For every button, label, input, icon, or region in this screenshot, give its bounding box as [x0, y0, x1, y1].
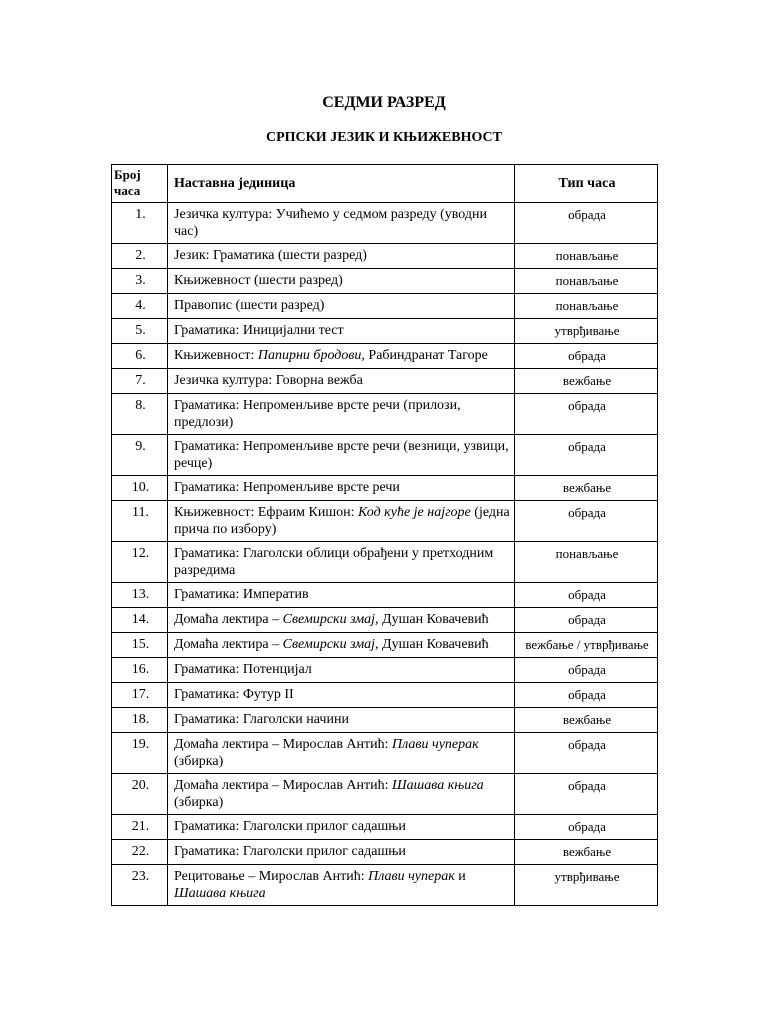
lesson-number: 20. — [112, 774, 168, 815]
page-title: СЕДМИ РАЗРЕД — [322, 94, 446, 111]
lesson-unit-text: Књижевност: — [174, 348, 258, 363]
lesson-unit — [168, 344, 515, 369]
header-unit: Наставна јединица — [168, 165, 515, 203]
lesson-unit-text: Језичка култура: Говорна вежба — [174, 373, 363, 388]
lesson-plan-table — [111, 164, 658, 906]
table-row — [112, 633, 658, 658]
lesson-type: обрада — [515, 203, 658, 244]
lesson-type: вежбање — [515, 840, 658, 865]
lesson-unit — [168, 708, 515, 733]
lesson-type: утврђивање — [515, 865, 658, 906]
table-row — [112, 774, 658, 815]
lesson-unit-text: Граматика: Потенцијал — [174, 662, 312, 677]
lesson-title-italic: Свемирски змај, — [282, 612, 379, 627]
table-row — [112, 815, 658, 840]
lesson-type: обрада — [515, 774, 658, 815]
lesson-type: вежбање — [515, 476, 658, 501]
lesson-title-italic: Свемирски змај, — [282, 637, 379, 652]
table-row — [112, 203, 658, 244]
lesson-title-italic: Шашава књига — [174, 886, 266, 901]
lesson-unit — [168, 815, 515, 840]
lesson-title-italic: Код куће је најгоре — [358, 505, 471, 520]
lesson-number: 23. — [112, 865, 168, 906]
lesson-unit-text: и — [454, 869, 466, 884]
lesson-unit — [168, 319, 515, 344]
lesson-unit-text: Граматика: Непроменљиве врсте речи — [174, 480, 400, 495]
table-header-row — [112, 165, 658, 203]
table-row — [112, 369, 658, 394]
table-body — [112, 203, 658, 906]
lesson-unit-text: Језик: Граматика (шести разред) — [174, 248, 367, 263]
lesson-unit — [168, 683, 515, 708]
table-row — [112, 344, 658, 369]
lesson-unit-text: Рабиндранат Тагоре — [364, 348, 488, 363]
table-row — [112, 501, 658, 542]
lesson-unit — [168, 608, 515, 633]
lesson-unit-text: Душан Ковачевић — [378, 612, 489, 627]
lesson-type: обрада — [515, 815, 658, 840]
lesson-type: утврђивање — [515, 319, 658, 344]
lesson-type: понављање — [515, 269, 658, 294]
lesson-unit-text: Домаћа лектира – Мирослав Антић: — [174, 737, 393, 752]
table-row — [112, 294, 658, 319]
lesson-unit — [168, 476, 515, 501]
lesson-unit-text: Душан Ковачевић — [378, 637, 489, 652]
lesson-unit — [168, 394, 515, 435]
lesson-title-italic: Папирни бродови, — [257, 348, 365, 363]
lesson-title-italic: Шашава књига — [392, 778, 484, 793]
lesson-unit-text: Граматика: Глаголски прилог садашњи — [174, 844, 406, 859]
lesson-number: 1. — [112, 203, 168, 244]
lesson-type: понављање — [515, 244, 658, 269]
table-row — [112, 542, 658, 583]
lesson-unit-text: (збирка) — [174, 795, 224, 810]
lesson-unit — [168, 542, 515, 583]
lesson-unit-text: Граматика: Иницијални тест — [174, 323, 344, 338]
lesson-number: 17. — [112, 683, 168, 708]
table-row — [112, 435, 658, 476]
lesson-number: 22. — [112, 840, 168, 865]
table-row — [112, 269, 658, 294]
lesson-unit-text: Језичка култура: Учићемо у седмом разреду (уводни час) — [174, 207, 487, 239]
lesson-type: понављање — [515, 294, 658, 319]
lesson-number: 10. — [112, 476, 168, 501]
table-row — [112, 708, 658, 733]
lesson-type: вежбање — [515, 708, 658, 733]
lesson-unit — [168, 583, 515, 608]
lesson-number: 4. — [112, 294, 168, 319]
table-row — [112, 476, 658, 501]
lesson-unit — [168, 865, 515, 906]
lesson-type: обрада — [515, 608, 658, 633]
lesson-unit-text: Граматика: Императив — [174, 587, 309, 602]
lesson-unit — [168, 369, 515, 394]
table-row — [112, 733, 658, 774]
lesson-unit-text: Домаћа лектира – — [174, 612, 283, 627]
lesson-unit — [168, 733, 515, 774]
lesson-number: 11. — [112, 501, 168, 542]
lesson-unit — [168, 633, 515, 658]
lesson-unit-text: Граматика: Глаголски облици обрађени у претходним разредима — [174, 546, 494, 578]
lesson-type: обрада — [515, 501, 658, 542]
lesson-unit-text: Књижевност: Ефраим Кишон: — [174, 505, 359, 520]
header-type: Тип часа — [515, 165, 658, 203]
lesson-unit-text: Домаћа лектира – — [174, 637, 283, 652]
table-row — [112, 583, 658, 608]
lesson-unit — [168, 294, 515, 319]
table-row — [112, 244, 658, 269]
lesson-unit — [168, 244, 515, 269]
table-row — [112, 658, 658, 683]
lesson-number: 2. — [112, 244, 168, 269]
lesson-unit-text: Књижевност (шести разред) — [174, 273, 343, 288]
table-row — [112, 319, 658, 344]
lesson-unit-text: Граматика: Футур II — [174, 687, 294, 702]
lesson-type: вежбање — [515, 369, 658, 394]
lesson-type: обрада — [515, 435, 658, 476]
lesson-unit-text: Домаћа лектира – Мирослав Антић: — [174, 778, 393, 793]
lesson-number: 15. — [112, 633, 168, 658]
lesson-type: вежбање / утврђивање — [515, 633, 658, 658]
lesson-unit-text: (једна прича по избору) — [174, 505, 510, 537]
table-row — [112, 608, 658, 633]
lesson-title-italic: Плави чуперак — [392, 737, 479, 752]
lesson-unit-text: Граматика: Глаголски начини — [174, 712, 349, 727]
lesson-number: 19. — [112, 733, 168, 774]
lesson-unit-text: Граматика: Непроменљиве врсте речи (прилози, предлози) — [174, 398, 461, 430]
lesson-type: обрада — [515, 583, 658, 608]
table-row — [112, 394, 658, 435]
lesson-number: 18. — [112, 708, 168, 733]
lesson-unit — [168, 840, 515, 865]
lesson-number: 12. — [112, 542, 168, 583]
lesson-type: понављање — [515, 542, 658, 583]
page-subtitle: СРПСКИ ЈЕЗИК И КЊИЖЕВНОСТ — [265, 130, 503, 145]
lesson-number: 8. — [112, 394, 168, 435]
lesson-unit — [168, 501, 515, 542]
lesson-unit-text: Правопис (шести разред) — [174, 298, 325, 313]
lesson-type: обрада — [515, 394, 658, 435]
table-row — [112, 683, 658, 708]
lesson-unit-text: Граматика: Непроменљиве врсте речи (везници, узвици, речце) — [174, 439, 509, 471]
lesson-number: 16. — [112, 658, 168, 683]
table-row — [112, 840, 658, 865]
lesson-unit — [168, 774, 515, 815]
lesson-number: 5. — [112, 319, 168, 344]
lesson-type: обрада — [515, 344, 658, 369]
lesson-type: обрада — [515, 658, 658, 683]
lesson-unit-text: Граматика: Глаголски прилог садашњи — [174, 819, 406, 834]
lesson-number: 3. — [112, 269, 168, 294]
lesson-unit-text: Рецитовање – Мирослав Антић: — [174, 869, 369, 884]
lesson-number: 14. — [112, 608, 168, 633]
lesson-number: 21. — [112, 815, 168, 840]
lesson-unit — [168, 435, 515, 476]
lesson-number: 6. — [112, 344, 168, 369]
table-row — [112, 865, 658, 906]
header-number: Број часа — [112, 165, 168, 203]
lesson-type: обрада — [515, 733, 658, 774]
lesson-unit — [168, 203, 515, 244]
lesson-number: 13. — [112, 583, 168, 608]
lesson-number: 9. — [112, 435, 168, 476]
lesson-unit-text: (збирка) — [174, 754, 224, 769]
lesson-title-italic: Плави чуперак — [368, 869, 455, 884]
lesson-unit — [168, 269, 515, 294]
lesson-unit — [168, 658, 515, 683]
lesson-number: 7. — [112, 369, 168, 394]
lesson-type: обрада — [515, 683, 658, 708]
